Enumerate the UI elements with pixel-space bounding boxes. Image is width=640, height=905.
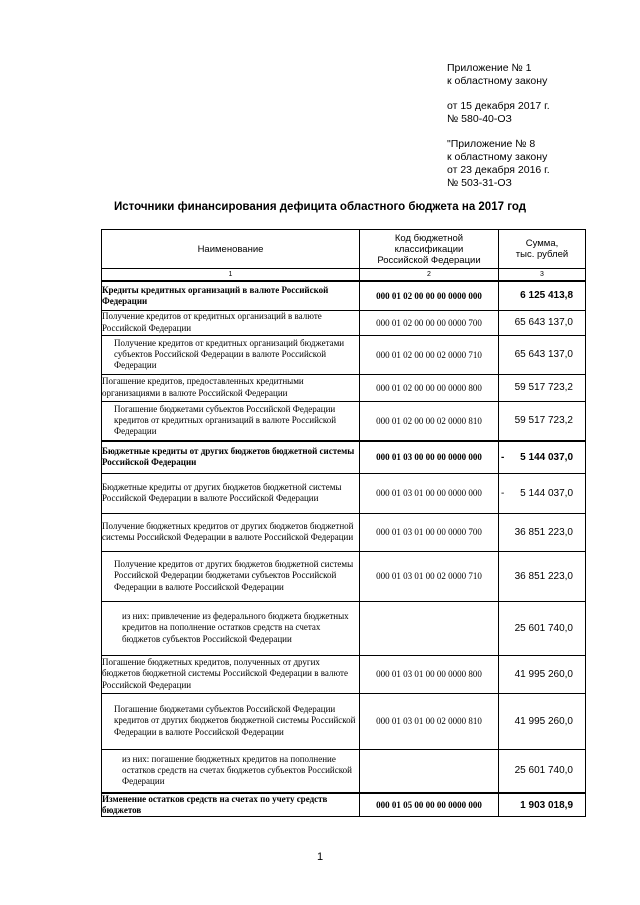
column-header-code-line: классификации xyxy=(394,243,464,255)
column-header-sum-line: тыс. рублей xyxy=(515,249,569,260)
row-sum: 25 601 740,0 xyxy=(499,601,586,655)
column-header-sum xyxy=(499,230,586,269)
row-sum: 36 851 223,0 xyxy=(499,551,586,601)
table-header-row xyxy=(102,230,586,269)
row-sum-value: 5 144 037,0 xyxy=(520,451,573,463)
column-number: 2 xyxy=(360,269,499,282)
row-name: Погашение бюджетных кредитов, полученных от других бюджетов бюджетной системы Российской Федерации в валюте Российской Федерации xyxy=(102,655,360,693)
document-title: Источники финансирования дефицита областного бюджета на 2017 год xyxy=(113,201,527,213)
row-code: 000 01 03 01 00 02 0000 710 xyxy=(360,551,499,601)
column-header-code xyxy=(360,230,499,269)
table-row xyxy=(102,401,586,441)
page-number: 1 xyxy=(316,851,324,863)
row-name: Погашение кредитов, предоставленных кредитными организациями в валюте Российской Федерации xyxy=(102,374,360,401)
table-row xyxy=(102,310,586,335)
row-code: 000 01 03 01 00 00 0000 000 xyxy=(360,473,499,513)
row-code xyxy=(360,601,499,655)
column-number-row xyxy=(102,269,586,282)
header-line: № 503-31-ОЗ xyxy=(447,177,512,189)
table-row xyxy=(102,374,586,401)
table-row xyxy=(102,693,586,749)
row-code: 000 01 02 00 00 00 0000 800 xyxy=(360,374,499,401)
header-line: от 15 декабря 2017 г. xyxy=(447,100,550,112)
row-name: Получение кредитов от других бюджетов бюджетной системы Российской Федерации бюджетами субъектов Российской Федерации в валюте Российской Федерации xyxy=(102,551,360,601)
table-row xyxy=(102,513,586,551)
row-sum: 41 995 260,0 xyxy=(499,693,586,749)
column-number: 3 xyxy=(499,269,586,282)
row-sum: 25 601 740,0 xyxy=(499,749,586,793)
column-header-name: Наименование xyxy=(102,230,360,269)
row-sum: 6 125 413,8 xyxy=(499,281,586,310)
table-row xyxy=(102,601,586,655)
column-number: 1 xyxy=(102,269,360,282)
column-header-code-line: Российской Федерации xyxy=(377,254,481,266)
row-code: 000 01 03 01 00 00 0000 700 xyxy=(360,513,499,551)
row-code: 000 01 03 01 00 00 0000 800 xyxy=(360,655,499,693)
row-sum: 65 643 137,0 xyxy=(499,310,586,335)
row-sum: 1 903 018,9 xyxy=(499,793,586,817)
negative-sign: - xyxy=(501,487,505,499)
header-line: к областному закону xyxy=(447,75,548,87)
row-name: Кредиты кредитных организаций в валюте Российской Федерации xyxy=(102,281,360,310)
table-row xyxy=(102,793,586,817)
row-code: 000 01 02 00 00 02 0000 810 xyxy=(360,401,499,441)
row-sum-value: 5 144 037,0 xyxy=(520,487,573,499)
row-name: Получение кредитов от кредитных организаций в валюте Российской Федерации xyxy=(102,310,360,335)
row-sum: 65 643 137,0 xyxy=(499,335,586,374)
row-name: из них: погашение бюджетных кредитов на пополнение остатков средств на счетах бюджетов субъектов Российской Федерации xyxy=(102,749,360,793)
column-header-code-line: Код бюджетной xyxy=(394,232,464,244)
row-code: 000 01 05 00 00 00 0000 000 xyxy=(360,793,499,817)
table-row xyxy=(102,551,586,601)
row-code: 000 01 03 00 00 00 0000 000 xyxy=(360,441,499,473)
header-line: № 580-40-ОЗ xyxy=(447,113,512,125)
row-sum xyxy=(499,473,586,513)
row-name: Бюджетные кредиты от других бюджетов бюджетной системы Российской Федерации xyxy=(102,441,360,473)
row-code xyxy=(360,749,499,793)
row-sum: 59 517 723,2 xyxy=(499,401,586,441)
table-row xyxy=(102,473,586,513)
row-sum: 36 851 223,0 xyxy=(499,513,586,551)
table-row xyxy=(102,281,586,310)
row-name: Бюджетные кредиты от других бюджетов бюджетной системы Российской Федерации в валюте Российской Федерации xyxy=(102,473,360,513)
row-name: Изменение остатков средств на счетах по учету средств бюджетов xyxy=(102,793,360,817)
header-line: к областному закону xyxy=(447,151,548,163)
row-code: 000 01 02 00 00 02 0000 710 xyxy=(360,335,499,374)
financing-sources-table xyxy=(101,229,586,817)
table-row xyxy=(102,335,586,374)
row-code: 000 01 03 01 00 02 0000 810 xyxy=(360,693,499,749)
table-row xyxy=(102,655,586,693)
row-code: 000 01 02 00 00 00 0000 700 xyxy=(360,310,499,335)
table-row xyxy=(102,749,586,793)
row-sum: 59 517 723,2 xyxy=(499,374,586,401)
row-name: Получение кредитов от кредитных организаций бюджетами субъектов Российской Федерации в валюте Российской Федерации xyxy=(102,335,360,374)
header-line: Приложение № 1 xyxy=(447,62,532,74)
header-line: от 23 декабря 2016 г. xyxy=(447,164,550,176)
row-code: 000 01 02 00 00 00 0000 000 xyxy=(360,281,499,310)
table-row xyxy=(102,441,586,473)
header-line: "Приложение № 8 xyxy=(447,138,536,150)
row-sum: 41 995 260,0 xyxy=(499,655,586,693)
negative-sign: - xyxy=(501,451,505,463)
row-name: Погашение бюджетами субъектов Российской Федерации кредитов от других бюджетов бюджетной системы Российской Федерации в валюте Российской Федерации xyxy=(102,693,360,749)
row-name: Погашение бюджетами субъектов Российской Федерации кредитов от кредитных организаций в валюте Российской Федерации xyxy=(102,401,360,441)
row-name: Получение бюджетных кредитов от других бюджетов бюджетной системы Российской Федерации в валюте Российской Федерации xyxy=(102,513,360,551)
column-header-sum-line: Сумма, xyxy=(525,238,559,249)
row-sum xyxy=(499,441,586,473)
row-name: из них: привлечение из федерального бюджета бюджетных кредитов на пополнение остатков средств на счетах бюджетов субъектов Российской Федерации xyxy=(102,601,360,655)
